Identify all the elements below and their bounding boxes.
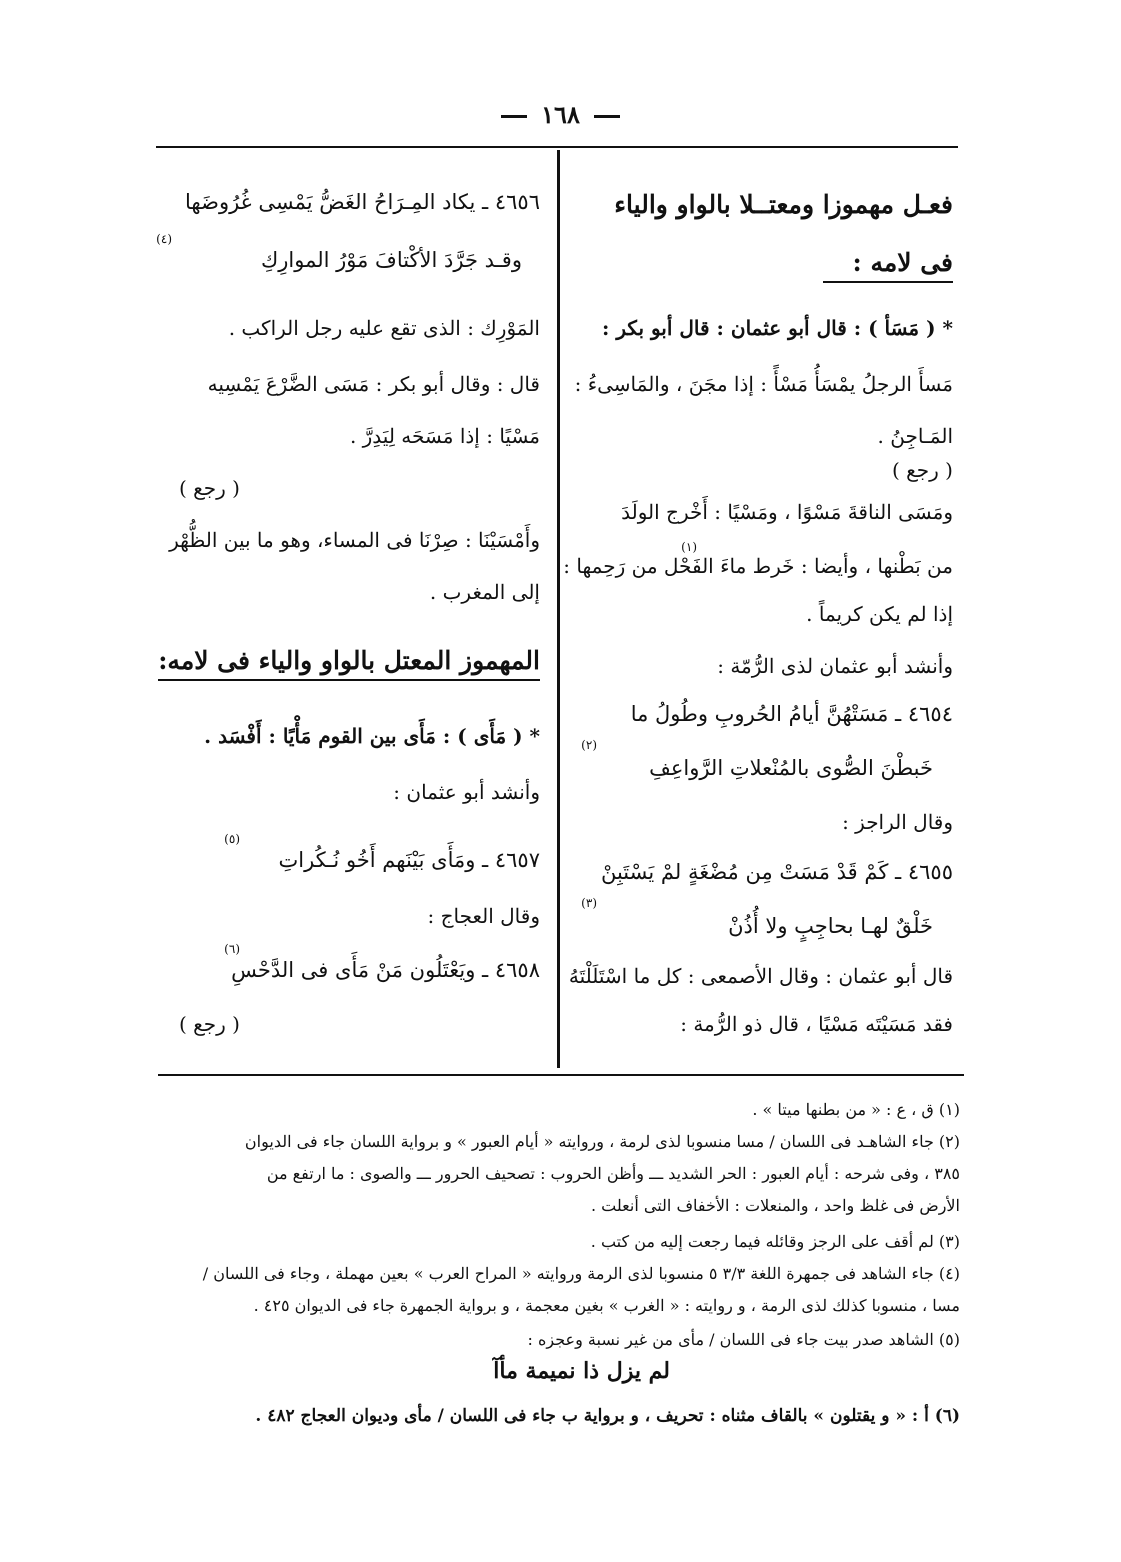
entry-line: وأنشد أبو عثمان :: [393, 780, 540, 804]
footnote: الأرض فى غلظ واحد ، والمنعلات : الأخفاف التى أنعلت .: [590, 1196, 960, 1215]
verse-line: وقـد جَرَّدَ الأكْتافَ مَوْرُ الموارِكِ: [260, 248, 522, 272]
entry-line: وقال العجاج :: [427, 904, 540, 928]
footnote: ٣٨٥ ، وفى شرحه : أيام العبور : الحر الشديد ـــ وأظن الحروب : تصحيف الحرور ـــ والصوى : ما ارتفع من: [266, 1164, 960, 1183]
entry-line: وأَمْسَيْنَا : صِرْنَا فى المساء، وهو ما بين الظُّهْر: [169, 528, 540, 552]
footnote: (٢) جاء الشاهـد فى اللسان / مسا منسوبا لذى لرمة ، وروايته « أيام العبور » و برواية اللسان جاء فى الديوان: [244, 1132, 960, 1151]
entry-line: * ( مَأَى ) : مَأَى بين القوم مَأْيًا : أَفْسَد .: [204, 724, 540, 748]
entry-line: فقد مَسَيْتَه مَسْيًا ، قال ذو الرُّمة :: [680, 1012, 953, 1036]
entry-line: المَوْرِك : الذى تقع عليه رجل الراكب .: [228, 316, 540, 340]
entry-line: قال : وقال أبو بكر : مَسَى الضَّرْعَ يَمْسِيه: [207, 372, 540, 396]
section-heading: فعـل مهموزا ومعتــلا بالواو والياء: [614, 190, 953, 219]
entry-line: من بَطْنها ، وأيضا : خَرط ماءَ الفَحْل من رَحِمها :: [563, 554, 953, 578]
entry-line: إلى المغرب .: [429, 580, 540, 604]
page-number-dash-right: [501, 115, 527, 118]
return-marker: ( رجع ): [179, 476, 240, 500]
footnote-rule: [158, 1074, 964, 1076]
footnote: (٤) جاء الشاهد فى جمهرة اللغة ٣/٣ ٥ منسوبا لذى الرمة وروايته « المراح العرب » بعين مهملة ، وجاء فى اللسان /: [202, 1264, 960, 1283]
footnote: (١) ق ، ع : « من بطنها ميتا » .: [752, 1100, 960, 1119]
return-marker: ( رجع ): [179, 1012, 240, 1036]
footnote-marker: (٣): [581, 896, 597, 910]
verse-line: خَلْقٌ لهـا بحاجِبٍ ولا أُذُنْ: [728, 914, 933, 938]
footnote: (٥) الشاهد صدر بيت جاء فى اللسان / مأى من غير نسبة وعجزه :: [527, 1330, 960, 1349]
entry-line: * ( مَسَأ ) : قال أبو عثمان : قال أبو بكر :: [602, 316, 953, 340]
entry-line: مَسأَ الرجلُ يمْسَأُ مَسْأً : إذا مجَنَ ، والمَاسِىءُ :: [574, 372, 953, 396]
entry-line: إذا لم يكن كريماً .: [806, 602, 953, 626]
footnote: (٦) أ : « و يقتلون » بالقاف مثناه : تحريف ، و برواية ب جاء فى اللسان / مأى وديوان العجاج ٤٨٢ .: [255, 1406, 960, 1426]
footnote-marker: (٦): [224, 942, 240, 956]
footnote-marker: (١): [681, 540, 697, 554]
entry-line: وأنشد أبو عثمان لذى الرُّمّة :: [717, 654, 953, 678]
verse-line: ٤٦٥٧ ـ ومَأَى بَيْنَهم أَخُو نُـكُراتِ: [278, 848, 540, 872]
verse-line: ٤٦٥٤ ـ مَسَتْهُنَّ أيامُ الحُروبِ وطُولُ ما: [630, 702, 953, 726]
footnote: (٣) لم أقف على الرجز وقائله فيما رجعت إليه من كتب .: [590, 1232, 960, 1251]
section-heading-continued: فى لامه :: [823, 248, 953, 283]
footnote: مسا ، منسوبا كذلك لذى الرمة ، و روايته : « الغرب » بغين معجمة ، و برواية الجمهرة جاء فى الديوان ٤٢٥ .: [253, 1296, 960, 1315]
footnote-marker: (٤): [156, 232, 172, 246]
entry-line: قال أبو عثمان : وقال الأصمعى : كل ما اسْتَلَلْتَهُ: [568, 964, 953, 988]
return-marker: ( رجع ): [892, 458, 953, 482]
footnote-verse: لم يزل ذا نميمة مأآ: [493, 1358, 670, 1384]
verse-line: ٤٦٥٨ ـ ويَعْتَلُون مَنْ مَأَى فى الدَّحْسِ: [231, 958, 540, 982]
entry-line: وقال الراجز :: [842, 810, 953, 834]
footnote-marker: (٢): [581, 738, 597, 752]
verse-line: خَبطْنَ الصُّوى بالمُنْعلاتِ الرَّواعِفِ: [649, 756, 933, 780]
verse-line: ٤٦٥٦ ـ يكاد المِـرَاحُ الغَضُّ يَمْسِى غُرُوضَها: [185, 190, 540, 214]
page-number-dash-left: [594, 115, 620, 118]
page-number-text: ١٦٨: [541, 100, 580, 129]
entry-line: ومَسَى الناقةَ مَسْوًا ، ومَسْيًا : أَخْرج الولَدَ: [621, 500, 953, 524]
footnote-marker: (٥): [224, 832, 240, 846]
entry-line: المَـاجِنُ .: [877, 424, 953, 448]
entry-line: مَسْيًا : إذا مَسَحَه لِيَدِرَّ .: [349, 424, 540, 448]
column-divider: [557, 150, 560, 1068]
page-number: [0, 100, 1121, 129]
verse-line: ٤٦٥٥ ـ كَمْ قَدْ مَسَتْ مِن مُضْغَةٍ لمْ يَسْتَبِنْ: [600, 860, 953, 884]
section-heading: المهموز المعتل بالواو والياء فى لامه:: [158, 646, 540, 681]
top-rule: [156, 146, 958, 148]
